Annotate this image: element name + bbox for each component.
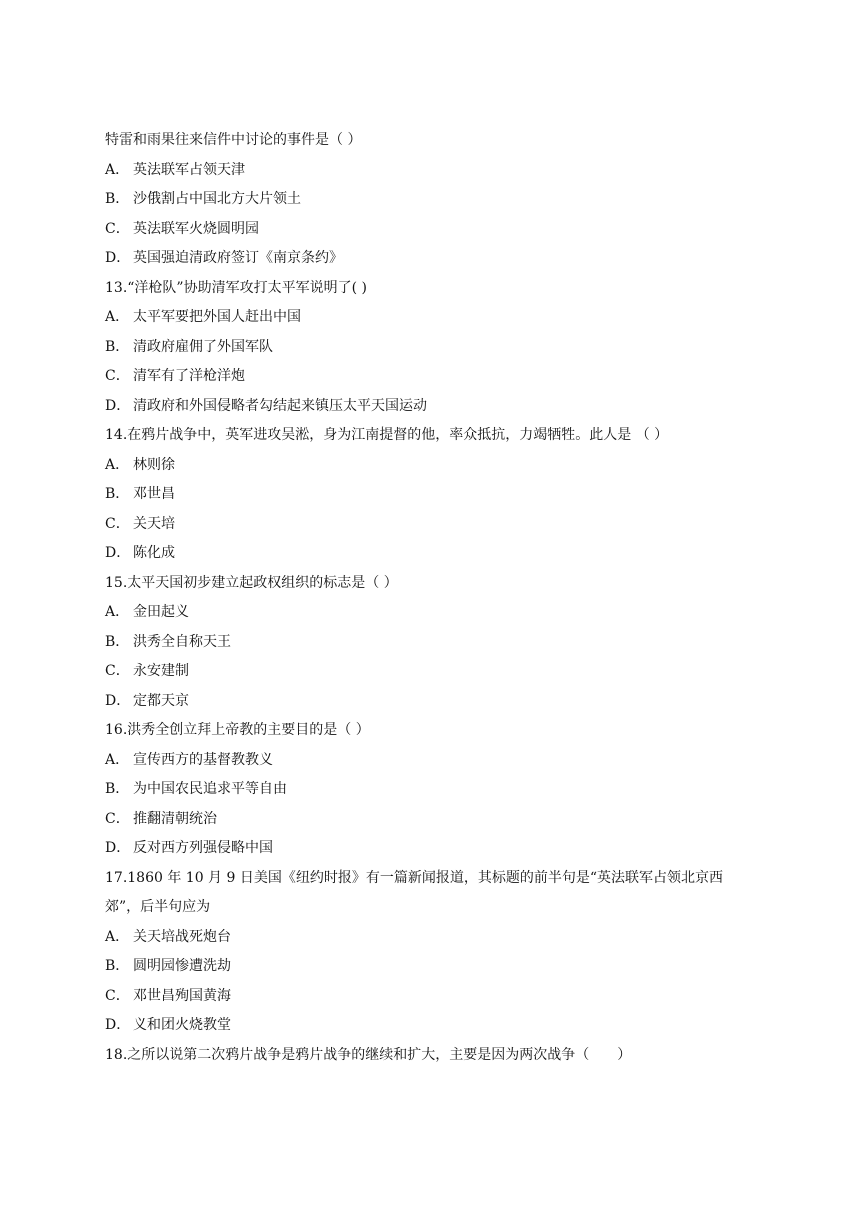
option-letter: A． [105, 928, 130, 945]
option-a [105, 923, 765, 953]
option-text: 金田起义 [133, 604, 189, 620]
option-text: 关天培 [133, 515, 175, 532]
option-d [105, 244, 765, 274]
option-d [105, 539, 765, 569]
option-c [105, 657, 765, 687]
option-letter: D． [105, 397, 131, 414]
option-text: 清政府和外国侵略者勾结起来镇压太平天国运动 [133, 397, 427, 414]
option-letter: B． [105, 191, 130, 207]
option-letter: C． [105, 987, 130, 1004]
option-d [105, 687, 765, 717]
option-letter: B． [105, 633, 130, 650]
option-letter: A． [105, 604, 130, 620]
option-b [105, 480, 765, 510]
question-12-stem-continued: 特雷和雨果往来信件中讨论的事件是（ ） [105, 132, 362, 148]
option-letter: A． [105, 456, 130, 473]
option-letter: D． [105, 840, 131, 856]
option-text: 沙俄割占中国北方大片领土 [133, 191, 301, 207]
option-letter: B． [105, 338, 130, 355]
option-text: 英国强迫清政府签订《南京条约》 [133, 250, 343, 266]
option-letter: D． [105, 545, 131, 561]
question-list [105, 126, 765, 1070]
question-14-stem: 14.在鸦片战争中，英军进攻吴淞，身为江南提督的他，率众抵抗，力竭牺牲。此人是 （ ） [105, 427, 669, 443]
option-text: 推翻清朝统治 [133, 810, 217, 827]
option-a [105, 598, 765, 628]
option-b [105, 952, 765, 982]
option-letter: C． [105, 515, 130, 532]
option-letter: D． [105, 1017, 131, 1033]
option-c [105, 510, 765, 540]
option-letter: A． [105, 161, 130, 178]
option-d [105, 1011, 765, 1041]
option-b [105, 185, 765, 215]
option-text: 陈化成 [133, 545, 175, 561]
option-text: 定都天京 [133, 692, 189, 709]
option-c [105, 805, 765, 835]
option-c [105, 362, 765, 392]
option-b [105, 775, 765, 805]
option-text: 林则徐 [133, 456, 175, 473]
question-17-stem-line2: 郊”，后半句应为 [105, 899, 211, 915]
option-text: 英法联军火烧圆明园 [133, 220, 259, 237]
option-text: 邓世昌 [133, 486, 175, 502]
option-text: 清政府雇佣了外国军队 [133, 338, 273, 355]
question-13-stem: 13.“洋枪队”协助清军攻打太平军说明了( ) [105, 279, 367, 296]
option-d [105, 834, 765, 864]
question-18-stem: 18.之所以说第二次鸦片战争是鸦片战争的继续和扩大，主要是因为两次战争（ ） [105, 1046, 632, 1063]
option-c [105, 215, 765, 245]
option-letter: B． [105, 781, 130, 797]
option-letter: B． [105, 486, 130, 502]
option-letter: B． [105, 958, 130, 974]
option-b [105, 333, 765, 363]
option-a [105, 746, 765, 776]
option-text: 为中国农民追求平等自由 [133, 781, 287, 797]
question-15-stem: 15.太平天国初步建立起政权组织的标志是（ ） [105, 574, 398, 591]
option-text: 洪秀全自称天王 [133, 633, 231, 650]
option-letter: D． [105, 250, 131, 266]
option-text: 英法联军占领天津 [133, 161, 245, 178]
option-b [105, 628, 765, 658]
question-17-stem-line1: 17.1860 年 10 月 9 日美国《纽约时报》有一篇新闻报道，其标题的前半句是“英法联军占领北京西 [105, 869, 724, 886]
option-letter: C． [105, 220, 130, 237]
option-text: 宣传西方的基督教教义 [133, 751, 273, 768]
option-a [105, 156, 765, 186]
option-letter: C． [105, 368, 130, 384]
option-text: 太平军要把外国人赶出中国 [133, 309, 301, 325]
option-c [105, 982, 765, 1012]
option-text: 永安建制 [133, 663, 189, 679]
option-letter: A． [105, 751, 130, 768]
option-d [105, 392, 765, 422]
option-a [105, 451, 765, 481]
option-text: 圆明园惨遭洗劫 [133, 958, 231, 974]
option-text: 清军有了洋枪洋炮 [133, 368, 245, 384]
option-text: 义和团火烧教堂 [133, 1017, 231, 1033]
option-text: 邓世昌殉国黄海 [133, 987, 231, 1004]
option-letter: D． [105, 692, 131, 709]
option-text: 关天培战死炮台 [133, 928, 231, 945]
option-a [105, 303, 765, 333]
option-letter: C． [105, 810, 130, 827]
option-letter: C． [105, 663, 130, 679]
option-letter: A． [105, 309, 130, 325]
option-text: 反对西方列强侵略中国 [133, 840, 273, 856]
question-16-stem: 16.洪秀全创立拜上帝教的主要目的是（ ） [105, 722, 370, 738]
